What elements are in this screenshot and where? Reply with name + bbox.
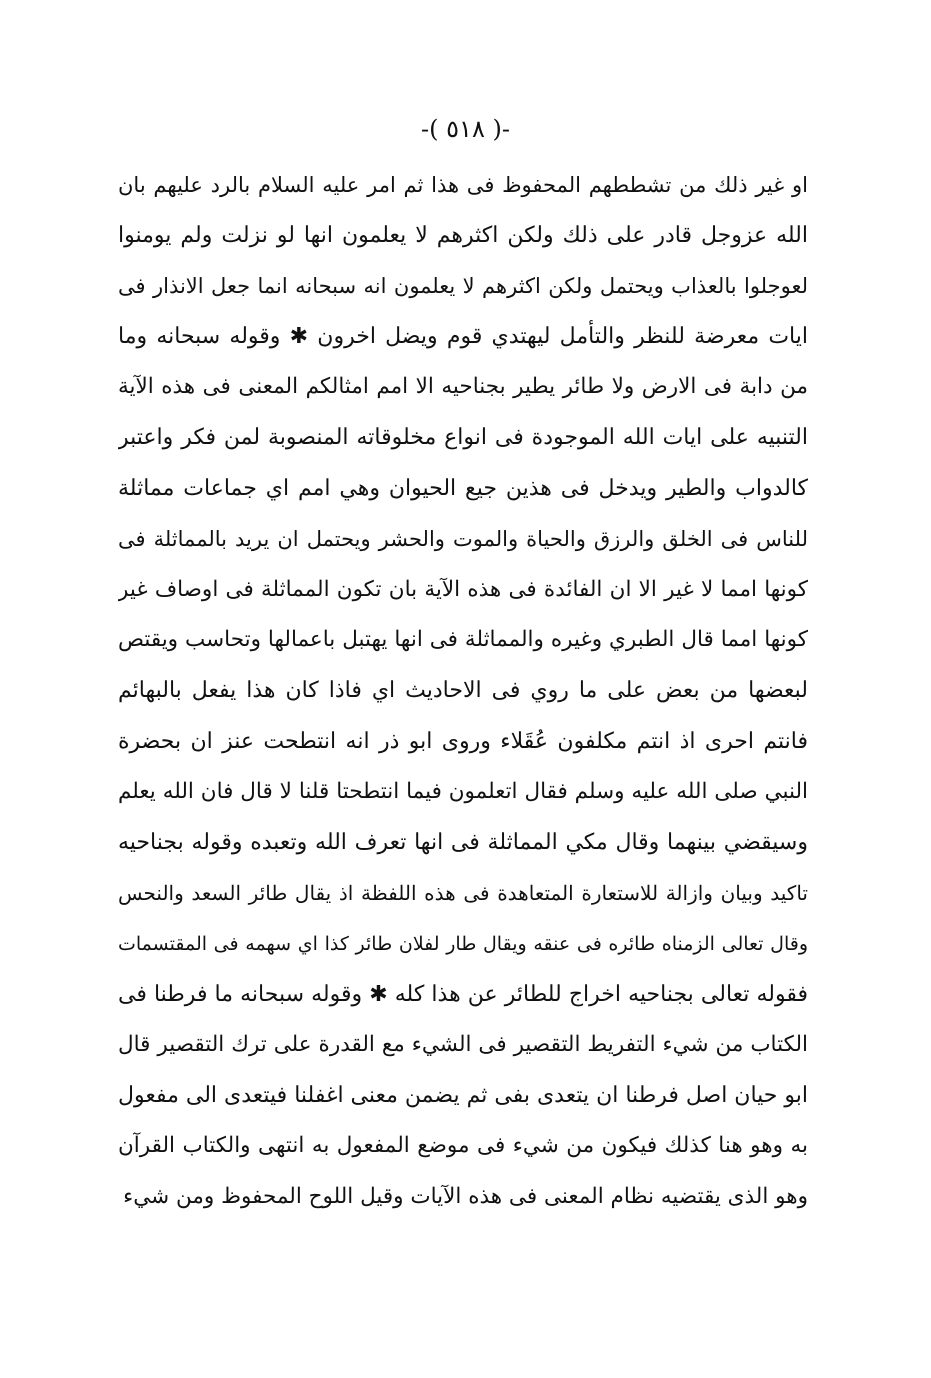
text-line: ابو حيان اصل فرطنا ان يتعدى بفى ثم يضمن معنى اغفلنا فيتعدى الى مفعول	[118, 1082, 808, 1108]
text-line: الله عزوجل قادر على ذلك ولكن اكثرهم لا يعلمون انها لو نزلت ولم يومنوا	[118, 222, 808, 248]
text-line: وقال تعالى الزمناه طائره فى عنقه ويقال طار لفلان طائر كذا اي سهمه فى المقتسمات	[118, 932, 808, 955]
text-line: تاكيد وبيان وازالة للاستعارة المتعاهدة فى هذه اللفظة اذ يقال طائر السعد والنحس	[118, 881, 808, 906]
body-text	[118, 160, 808, 1222]
text-line: وهو الذى يقتضيه نظام المعنى فى هذه الآيات وقيل اللوح المحفوظ ومن شيء	[123, 1183, 808, 1209]
text-line: وسيقضي بينهما وقال مكي المماثلة فى انها تعرف الله وتعبده وقوله بجناحيه	[118, 829, 808, 855]
text-line: النبي صلى الله عليه وسلم فقال اتعلمون فيما انتطحتا قلنا لا قال فان الله يعلم	[118, 779, 808, 805]
text-line: فقوله تعالى بجناحيه اخراج للطائر عن هذا كله ✱ وقوله سبحانه ما فرطنا فى	[118, 981, 808, 1007]
text-line: لعوجلوا بالعذاب ويحتمل ولكن اكثرهم لا يعلمون انه سبحانه انما جعل الانذار فى	[118, 274, 808, 299]
text-line: من دابة فى الارض ولا طائر يطير بجناحيه الا امم امثالكم المعنى فى هذه الآية	[118, 374, 808, 400]
text-line: فانتم احرى اذ انتم مكلفون عُقَلاء وروى ابو ذر انه انتطحت عنز ان بحضرة	[118, 728, 808, 754]
text-line: لبعضها من بعض على ما روي فى الاحاديث اي فاذا كان هذا يفعل بالبهائم	[118, 677, 808, 703]
text-line: الكتاب من شيء التفريط التقصير فى الشيء مع القدرة على ترك التقصير قال	[118, 1032, 808, 1058]
text-line: كالدواب والطير ويدخل فى هذين جيع الحيوان وهي امم اي جماعات مماثلة	[118, 475, 808, 501]
text-line: للناس فى الخلق والرزق والحياة والموت والحشر ويحتمل ان يريد بالمماثلة فى	[118, 527, 808, 552]
text-line: به وهو هنا كذلك فيكون من شيء فى موضع المفعول به انتهى والكتاب القرآن	[118, 1133, 808, 1159]
text-line: التنبيه على ايات الله الموجودة فى انواع مخلوقاته المنصوبة لمن فكر واعتبر	[118, 424, 808, 450]
text-line: كونها امما قال الطبري وغيره والمماثلة فى انها يهتبل باعمالها وتحاسب ويقتص	[118, 627, 808, 653]
text-line: او غير ذلك من تشططهم المحفوظ فى هذا ثم امر عليه السلام بالرد عليهم بان	[118, 173, 808, 197]
text-line: ايات معرضة للنظر والتأمل ليهتدي قوم ويضل اخرون ✱ وقوله سبحانه وما	[118, 323, 808, 349]
page-number: -( ٥١٨ )-	[421, 115, 510, 143]
text-line: كونها امما لا غير الا ان الفائدة فى هذه الآية بان تكون المماثلة فى اوصاف غير	[118, 576, 808, 602]
